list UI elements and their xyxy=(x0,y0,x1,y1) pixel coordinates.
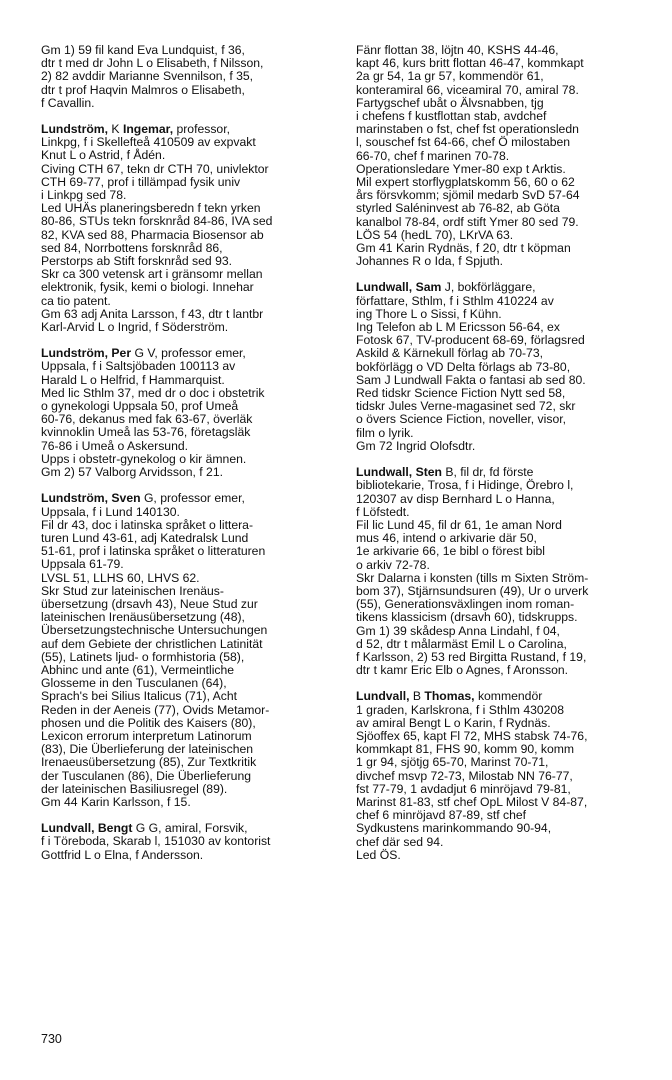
text-line: 51-61, prof i latinska språket o litteraturen xyxy=(41,544,266,559)
text-line: ing Thore L o Sissi, f Kühn. xyxy=(356,306,502,321)
text-line: Gm 1) 39 skådesp Anna Lindahl, f 04, xyxy=(356,623,560,638)
text-line: Operationsledare Ymer-80 exp t Arktis. xyxy=(356,161,566,176)
given-name-bold: Thomas, xyxy=(424,689,475,704)
text-line: tidskr Jules Verne-magasinet sed 72, skr xyxy=(356,399,576,414)
entry-continuation xyxy=(356,44,648,268)
text-line: Uppsala, f i Lund 140130. xyxy=(41,504,180,519)
text-line: Gm 63 adj Anita Larsson, f 43, dtr t lantbr xyxy=(41,306,264,321)
text-line: styrled Saléninvest ab 76-82, ab Göta xyxy=(356,201,560,216)
text-line: 1e arkivarie 66, 1e bibl o förest bibl xyxy=(356,544,546,559)
heading-rest: G G, amiral, Forsvik, xyxy=(135,821,248,836)
heading-rest: B, fil dr, fd förste xyxy=(445,465,534,480)
text-line: der Tusculanen (86), Die Überlieferung xyxy=(41,768,252,783)
entry-lundvall-thomas xyxy=(356,690,648,862)
text-line: Uppsala 61-79. xyxy=(41,557,124,572)
text-line: Reden in der Aeneis (77), Ovids Metamor- xyxy=(41,702,270,717)
text-line: (55), Generationsväxlingen inom roman- xyxy=(356,597,575,612)
left-column xyxy=(41,44,331,875)
text-line: marinstaben o fst, chef fst operationsledn xyxy=(356,122,579,137)
given-prefix: K xyxy=(111,122,120,137)
heading-rest: kommendör xyxy=(477,689,543,704)
text-line: o övers Science Fiction, noveller, visor, xyxy=(356,412,566,427)
text-line: LVSL 51, LLHS 60, LHVS 62. xyxy=(41,570,200,585)
text-line: film o lyrik. xyxy=(356,425,414,440)
text-line: l, souschef fst 64-66, chef Ö milostaben xyxy=(356,135,571,150)
text-line: Med lic Sthlm 37, med dr o doc i obstetrik xyxy=(41,385,265,400)
text-line: Sam J Lundwall Fakta o fantasi ab sed 80. xyxy=(356,372,586,387)
given-name-bold: Ingemar, xyxy=(122,122,174,137)
text-line: Karl-Arvid L o Ingrid, f Söderström. xyxy=(41,320,229,335)
text-line: dtr t kamr Eric Elb o Agnes, f Aronsson. xyxy=(356,663,569,678)
entry-lundstrom-ingemar xyxy=(41,123,331,334)
entry-heading xyxy=(356,281,648,294)
right-column xyxy=(356,44,648,875)
heading-rest: J, bokförläggare, xyxy=(444,280,536,295)
text-line: Red tidskr Science Fiction Nytt sed 58, xyxy=(356,386,566,401)
text-line: 120307 av disp Bernhard L o Hanna, xyxy=(356,491,555,506)
text-line: 2) 82 avddir Marianne Svennilson, f 35, xyxy=(41,69,254,84)
text-line: bibliotekarie, Trosa, f i Hidinge, Örebro l, xyxy=(356,478,574,493)
text-line: Fartygschef ubåt o Älvsnabben, tjg xyxy=(356,95,544,110)
text-line: lateinischen Irenäusübersetzung (48), xyxy=(41,610,245,625)
entry-lundvall-bengt xyxy=(41,822,331,862)
text-line: Glosseme in den Tusculanen (64), xyxy=(41,676,227,691)
text-line: Sprach's bei Silius Italicus (71), Acht xyxy=(41,689,238,704)
text-line: kanalbol 78-84, ordf stift Ymer 80 sed 79. xyxy=(356,214,579,229)
entry-lundwall-sten xyxy=(356,466,648,677)
text-line: Lexicon errorum interpretum Latinorum xyxy=(41,728,252,743)
text-line: turen Lund 43-61, adj Katedralsk Lund xyxy=(41,530,249,545)
text-line: f Löfstedt. xyxy=(356,504,410,519)
text-line: Led ÖS. xyxy=(356,847,401,862)
text-line: Skr Stud zur lateinischen Irenäus- xyxy=(41,583,224,598)
text-line: Irenaeusübersetzung (85), Zur Textkritik xyxy=(41,755,257,770)
text-line: Sjöoffex 65, kapt Fl 72, MHS stabsk 74-76, xyxy=(356,728,588,743)
text-line: kommkapt 81, FHS 90, komm 90, komm xyxy=(356,742,575,757)
text-line: divchef msvp 72-73, Milostab NN 76-77, xyxy=(356,768,573,783)
text-line: d 52, dtr t målarmäst Emil L o Carolina, xyxy=(356,636,567,651)
text-line: o arkiv 72-78. xyxy=(356,557,430,572)
text-line: chef där sed 94. xyxy=(356,834,444,849)
text-line: Gm 1) 59 fil kand Eva Lundquist, f 36, xyxy=(41,43,245,57)
text-line: Civing CTH 67, tekn dr CTH 70, univlektor xyxy=(41,161,269,176)
text-line: Upps i obstetr-gynekolog o kir ämnen. xyxy=(41,451,247,466)
text-line: Sydkustens marinkommando 90-94, xyxy=(356,821,552,836)
text-line: Linkpg, f i Skellefteå 410509 av expvakt xyxy=(41,135,256,150)
text-line: fst 77-79, 1 avdadjut 6 minröjavd 79-81, xyxy=(356,781,571,796)
text-line: Harald L o Helfrid, f Hammarquist. xyxy=(41,372,225,387)
entry-heading xyxy=(356,690,648,703)
text-line: übersetzung (drsavh 43), Neue Stud zur xyxy=(41,596,258,611)
text-line: Gm 44 Karin Karlsson, f 15. xyxy=(41,794,191,809)
text-line: Perstorps ab Stift forsknråd sed 93. xyxy=(41,254,233,269)
text-line: 66-70, chef f marinen 70-78. xyxy=(356,148,510,163)
page-number: 730 xyxy=(41,1032,62,1046)
text-line: Gm 72 Ingrid Olofsdtr. xyxy=(356,438,476,453)
text-line: phosen und die Politik des Kaisers (80), xyxy=(41,715,256,730)
text-line: o gynekologi Uppsala 50, prof Umeå xyxy=(41,399,239,414)
text-line: (83), Die Überlieferung der lateinischen xyxy=(41,742,254,757)
text-line: av amiral Bengt L o Karin, f Rydnäs. xyxy=(356,715,551,730)
heading-rest: G V, professor emer, xyxy=(134,346,246,361)
text-line: f Cavallin. xyxy=(41,95,95,110)
text-line: (55), Latinets ljud- o formhistoria (58), xyxy=(41,649,245,664)
text-line: i Linkpg sed 78. xyxy=(41,188,127,203)
entry-name: Lundwall, Sten xyxy=(356,465,442,480)
entry-name: Lundström, xyxy=(41,122,109,137)
given-prefix: B xyxy=(412,689,422,704)
text-line: Skr Dalarna i konsten (tills m Sixten Ström- xyxy=(356,570,589,585)
text-line: 82, KVA sed 88, Pharmacia Biosensor ab xyxy=(41,227,264,242)
text-line: Uppsala, f i Saltsjöbaden 100113 av xyxy=(41,359,236,374)
text-line: konteramiral 66, viceamiral 70, amiral 78. xyxy=(356,82,579,97)
entry-lundstrom-per xyxy=(41,347,331,479)
text-line: Ing Telefon ab L M Ericsson 56-64, ex xyxy=(356,320,560,335)
text-line: Skr ca 300 vetensk art i gränsomr mellan xyxy=(41,267,263,282)
text-line: Abhinc und ante (61), Vermeintliche xyxy=(41,662,235,677)
entry-lundwall-sam xyxy=(356,281,648,453)
text-line: dtr t prof Haqvin Malmros o Elisabeth, xyxy=(41,82,245,97)
text-line: i chefens f kustflottan stab, avdchef xyxy=(356,109,547,124)
text-line: tikens klassicism (drsavh 60), tidskrupps. xyxy=(356,610,578,625)
text-line: kvinnoklin Umeå las 53-76, företagsläk xyxy=(41,425,251,440)
text-line: 2a gr 54, 1a gr 57, kommendör 61, xyxy=(356,69,544,84)
text-line: auf dem Gebiete der christlichen Latinität xyxy=(41,636,263,651)
text-line: Johannes R o Ida, f Spjuth. xyxy=(356,254,504,269)
entry-heading xyxy=(41,492,331,505)
text-line: f Karlsson, 2) 53 red Birgitta Rustand, f 19, xyxy=(356,649,587,664)
text-line: elektronik, fysik, kemi o biologi. Innehar xyxy=(41,280,254,295)
heading-rest: professor, xyxy=(176,122,230,137)
text-line: Fotosk 67, TV-producent 68-69, förlagsred xyxy=(356,333,585,348)
text-line: Gottfrid L o Elna, f Andersson. xyxy=(41,847,204,862)
entry-continuation xyxy=(41,44,331,110)
text-line: ca tio patent. xyxy=(41,293,111,308)
text-line: författare, Sthlm, f i Sthlm 410224 av xyxy=(356,293,554,308)
entry-lundstrom-sven xyxy=(41,492,331,809)
heading-rest: G, professor emer, xyxy=(143,491,245,506)
text-line: 76-86 i Umeå o Askersund. xyxy=(41,438,189,453)
text-line: der lateinischen Basiliusregel (89). xyxy=(41,781,228,796)
text-line: mus 46, intend o arkivarie där 50, xyxy=(356,531,537,546)
text-line: Übersetzungstechnische Untersuchungen xyxy=(41,623,268,638)
text-line: dtr t med dr John L o Elisabeth, f Nilsson, xyxy=(41,56,264,71)
text-line: Fil lic Lund 45, fil dr 61, 1e aman Nord xyxy=(356,517,562,532)
entry-name: Lundström, Sven xyxy=(41,491,141,506)
text-line: Knut L o Astrid, f Ådén. xyxy=(41,148,166,163)
text-line: chef 6 minröjavd 87-89, stf chef xyxy=(356,808,527,823)
text-line: 1 graden, Karlskrona, f i Sthlm 430208 xyxy=(356,702,564,717)
text-line: Gm 41 Karin Rydnäs, f 20, dtr t köpman xyxy=(356,241,571,256)
text-line: bom 37), Stjärnsundsuren (49), Ur o urverk xyxy=(356,583,589,598)
text-line: Fänr flottan 38, löjtn 40, KSHS 44-46, xyxy=(356,43,559,57)
text-line: 80-86, STUs tekn forsknråd 84-86, IVA sed xyxy=(41,214,273,229)
text-line: Gm 2) 57 Valborg Arvidsson, f 21. xyxy=(41,465,223,480)
text-line: 60-76, dekanus med fak 63-67, överläk xyxy=(41,412,253,427)
text-line: 1 gr 94, sjötjg 65-70, Marinst 70-71, xyxy=(356,755,549,770)
text-line: bokförlägg o VD Delta förlags ab 73-80, xyxy=(356,359,571,374)
text-line: Mil expert storflygplatskomm 56, 60 o 62 xyxy=(356,175,575,190)
text-line: CTH 69-77, prof i tillämpad fysik univ xyxy=(41,174,241,189)
text-line: LÖS 54 (hedL 70), LKrVA 63. xyxy=(356,227,514,242)
text-line: Led UHÄs planeringsberedn f tekn yrken xyxy=(41,201,261,216)
text-line: års försvkomm; sjömil medarb SvD 57-64 xyxy=(356,188,580,203)
text-line: f i Töreboda, Skarab l, 151030 av kontorist xyxy=(41,834,271,849)
text-line: sed 84, Norrbottens forsknråd 86, xyxy=(41,240,223,255)
entry-name: Lundwall, Sam xyxy=(356,280,442,295)
text-line: Askild & Kärnekull förlag ab 70-73, xyxy=(356,346,543,361)
entry-name: Lundvall, Bengt xyxy=(41,821,133,836)
text-line: Fil dr 43, doc i latinska språket o littera- xyxy=(41,517,254,532)
entry-name: Lundvall, xyxy=(356,689,410,704)
entry-name: Lundström, Per xyxy=(41,346,132,361)
text-line: Marinst 81-83, stf chef OpL Milost V 84-87, xyxy=(356,794,588,809)
text-line: kapt 46, kurs britt flottan 46-47, kommkapt xyxy=(356,56,584,71)
